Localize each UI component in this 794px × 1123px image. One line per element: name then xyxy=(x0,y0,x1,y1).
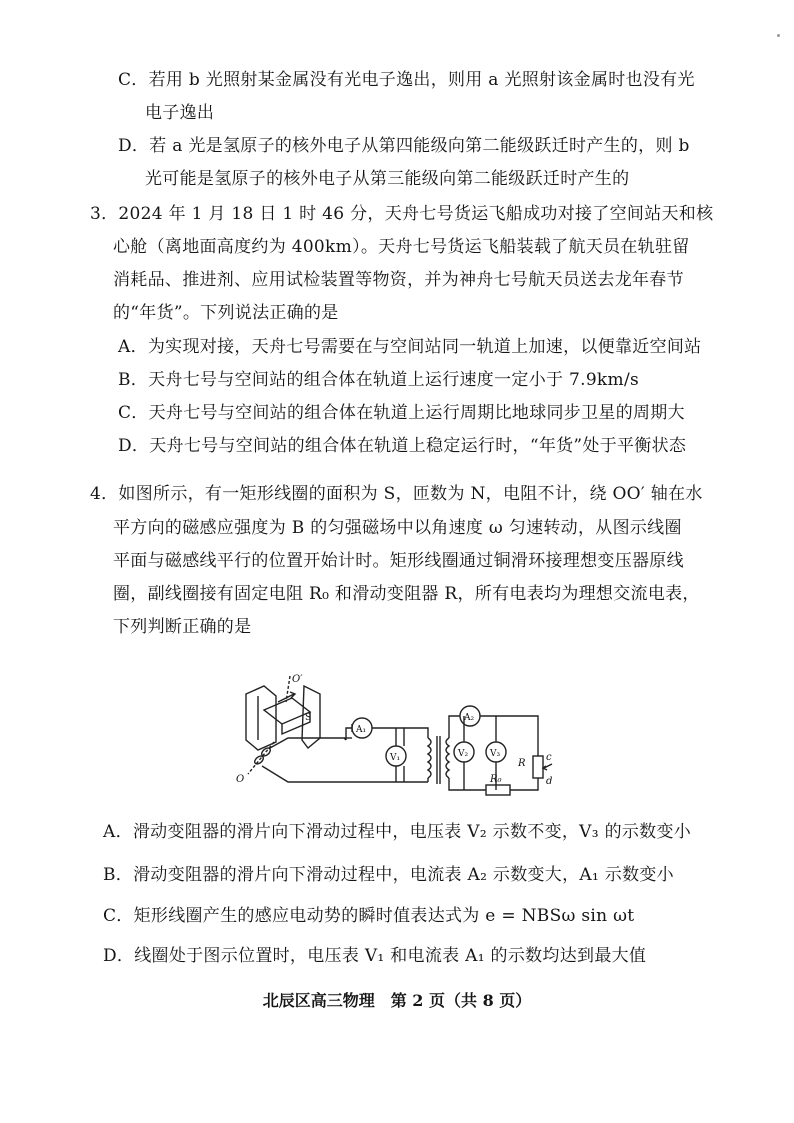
q4-option-d: D．线圈处于图示位置时，电压表 V₁ 和电流表 A₁ 的示数均达到最大值 xyxy=(103,946,647,966)
label-a1: A₁ xyxy=(356,725,367,735)
lead-bottom-wire xyxy=(262,766,428,782)
q2-option-c-line1: C．若用 b 光照射某金属没有光电子逸出，则用 a 光照射该金属时也没有光 xyxy=(118,70,695,90)
q3-option-b: B．天舟七号与空间站的组合体在轨道上运行速度一定小于 7.9km/s xyxy=(118,370,640,390)
q4-stem-line2: 平方向的磁感应强度为 B 的匀强磁场中以角速度 ω 匀速转动，从图示线圈 xyxy=(113,518,682,538)
label-axis-top: O′ xyxy=(292,674,303,685)
label-c: c xyxy=(546,752,552,763)
q2-option-d-line2: 光可能是氢原子的核外电子从第三能级向第二能级跃迁时产生的 xyxy=(145,169,630,189)
q4-stem-line3: 平面与磁感线平行的位置开始计时。矩形线圈通过铜滑环接理想变压器原线 xyxy=(113,551,684,571)
transformer-primary xyxy=(428,738,431,778)
label-r0: R₀ xyxy=(490,774,502,785)
scan-speck xyxy=(777,34,780,37)
label-d: d xyxy=(546,776,553,787)
q3-stem-line2: 心舱（离地面高度约为 400km）。天舟七号货运飞船装载了航天员在轨驻留 xyxy=(113,237,690,257)
q3-stem-line3: 消耗品、推进剂、应用试检装置等物资，并为神舟七号航天员送去龙年春节 xyxy=(113,270,684,290)
q4-stem-line5: 下列判断正确的是 xyxy=(113,617,252,637)
axis-bottom-line xyxy=(248,742,274,774)
q3-option-a: A．为实现对接，天舟七号需要在与空间站同一轨道上加速，以便靠近空间站 xyxy=(118,337,702,357)
label-v2: V₂ xyxy=(458,749,469,759)
label-v1: V₁ xyxy=(390,753,401,763)
q2-option-d-line1: D．若 a 光是氢原子的核外电子从第四能级向第二能级跃迁时产生的，则 b xyxy=(118,136,690,156)
q3-stem-line4: 的“年货”。下列说法正确的是 xyxy=(113,303,339,323)
q2-option-c-line2: 电子逸出 xyxy=(145,103,215,123)
label-a2: A₂ xyxy=(464,713,475,723)
q4-option-a: A．滑动变阻器的滑片向下滑动过程中，电压表 V₂ 示数不变，V₃ 的示数变小 xyxy=(103,822,692,842)
rheostat-r-shape xyxy=(533,756,543,778)
label-v3: V₃ xyxy=(490,749,501,759)
page-footer: 北辰区高三物理 第 2 页（共 8 页） xyxy=(262,991,532,1010)
resistor-r0-shape xyxy=(486,785,510,795)
q3-option-c: C．天舟七号与空间站的组合体在轨道上运行周期比地球同步卫星的周期大 xyxy=(118,403,685,423)
lead-top-wire xyxy=(270,738,346,748)
label-axis-bottom: O xyxy=(236,774,245,785)
q4-stem-line4: 圈，副线圈接有固定电阻 R₀ 和滑动变阻器 R，所有电表均为理想交流电表， xyxy=(113,584,700,604)
q4-option-b: B．滑动变阻器的滑片向下滑动过程中，电流表 A₂ 示数变大，A₁ 示数变小 xyxy=(103,865,674,885)
label-magnet-pole: S xyxy=(305,713,312,723)
transformer-secondary xyxy=(446,738,449,778)
magnet-left-shape xyxy=(246,686,276,750)
slip-ring-2 xyxy=(253,754,265,765)
label-r: R xyxy=(518,758,526,769)
q4-stem-line1: 4．如图所示，有一矩形线圈的面积为 S，匝数为 N，电阻不计，绕 OO′ 轴在水 xyxy=(90,484,703,504)
q3-option-d: D．天舟七号与空间站的组合体在轨道上稳定运行时，“年货”处于平衡状态 xyxy=(118,436,687,456)
generator-transformer-circuit-figure xyxy=(228,672,558,804)
q3-stem-line1: 3．2024 年 1 月 18 日 1 时 46 分，天舟七号货运飞船成功对接了空间站天和核 xyxy=(90,204,714,224)
q4-option-c: C．矩形线圈产生的感应电动势的瞬时值表达式为 e = NBSω sin ωt xyxy=(103,906,635,926)
